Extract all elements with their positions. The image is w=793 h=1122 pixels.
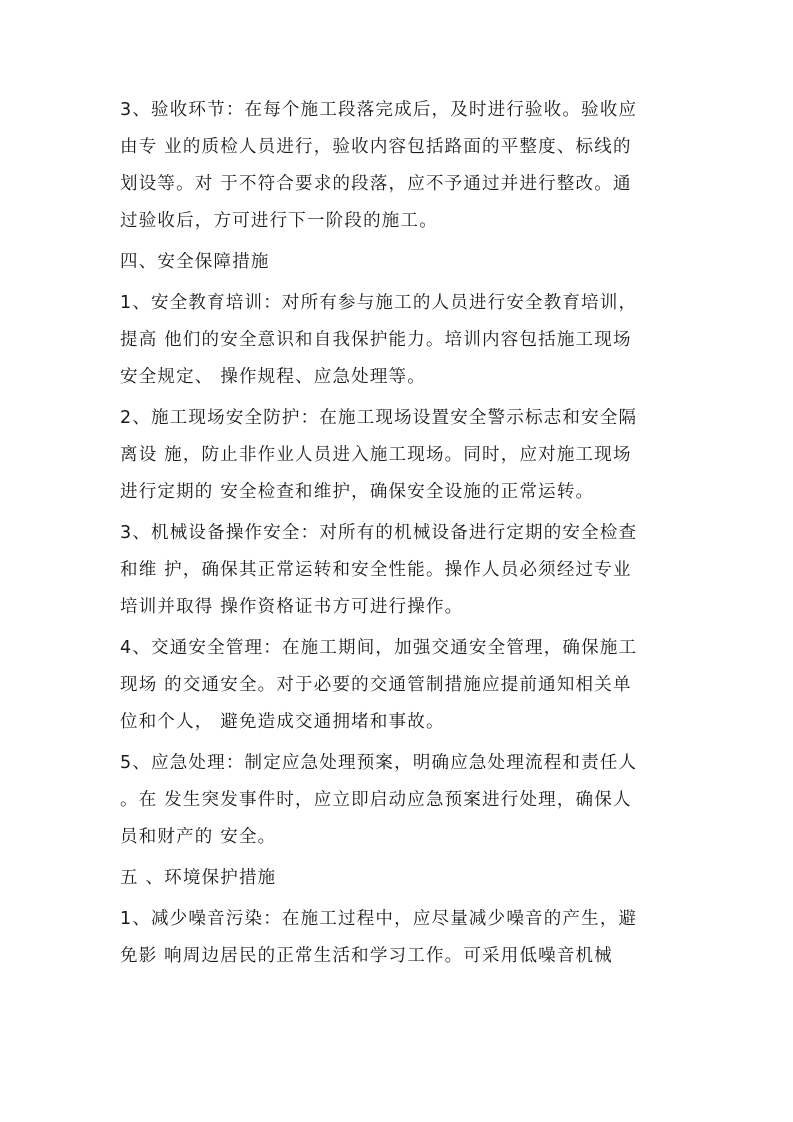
text-line: 位和个人， 避免造成交通拥堵和事故。: [120, 712, 445, 732]
text-line: 现场 的交通安全。对于必要的交通管制措施应提前通知相关单: [120, 675, 632, 695]
text-line: 培训并取得 操作资格证书方可进行操作。: [120, 597, 464, 617]
text-line: 过验收后，方可进行下一阶段的施工。: [120, 211, 438, 231]
text-line: 5、应急处理：制定应急处理预案，明确应急处理流程和责任人: [120, 753, 638, 773]
text-line: 3、机械设备操作安全：对所有的机械设备进行定期的安全检查: [120, 523, 638, 543]
text-line: 划设等。对 于不符合要求的段落，应不予通过并进行整改。通: [120, 174, 632, 194]
text-line: 离设 施，防止非作业人员进入施工现场。同时，应对施工现场: [120, 445, 632, 465]
text-line: 进行定期的 安全检查和维护，确保安全设施的正常运转。: [120, 482, 595, 502]
paragraph-site-protection: [120, 400, 680, 511]
text-line: 1、安全教育培训：对所有参与施工的人员进行安全教育培训，: [120, 293, 638, 313]
paragraph-traffic-safety: [120, 630, 680, 741]
text-line: 4、交通安全管理：在施工期间，加强交通安全管理，确保施工: [120, 638, 638, 658]
text-line: 由专 业的质检人员进行，验收内容包括路面的平整度、标线的: [120, 137, 632, 157]
text-line: 3、验收环节：在每个施工段落完成后，及时进行验收。验收应: [120, 100, 638, 120]
paragraph-emergency: [120, 745, 680, 856]
section-heading-environment: 五 、环境保护措施: [120, 868, 277, 888]
document-page: [120, 92, 680, 979]
text-line: 2、施工现场安全防护：在施工现场设置安全警示标志和安全隔: [120, 408, 638, 428]
text-line: 免影 响周边居民的正常生活和学习工作。可采用低噪音机械: [120, 946, 613, 966]
text-line: 安全规定、 操作规程、应急处理等。: [120, 367, 426, 387]
text-line: 。在 发生突发事件时，应立即启动应急预案进行处理，确保人: [120, 790, 632, 810]
text-line: 和维 护，确保其正常运转和安全性能。操作人员必须经过专业: [120, 560, 632, 580]
text-line: 1、减少噪音污染：在施工过程中，应尽量减少噪音的产生，避: [120, 909, 638, 929]
section-heading-safety: 四、安全保障措施: [120, 252, 270, 272]
text-line: 提高 他们的安全意识和自我保护能力。培训内容包括施工现场: [120, 330, 632, 350]
paragraph-acceptance: [120, 92, 680, 240]
paragraph-machinery-safety: [120, 515, 680, 626]
text-line: 员和财产的 安全。: [120, 827, 277, 847]
paragraph-noise-reduction: [120, 901, 680, 975]
paragraph-safety-training: [120, 285, 680, 396]
